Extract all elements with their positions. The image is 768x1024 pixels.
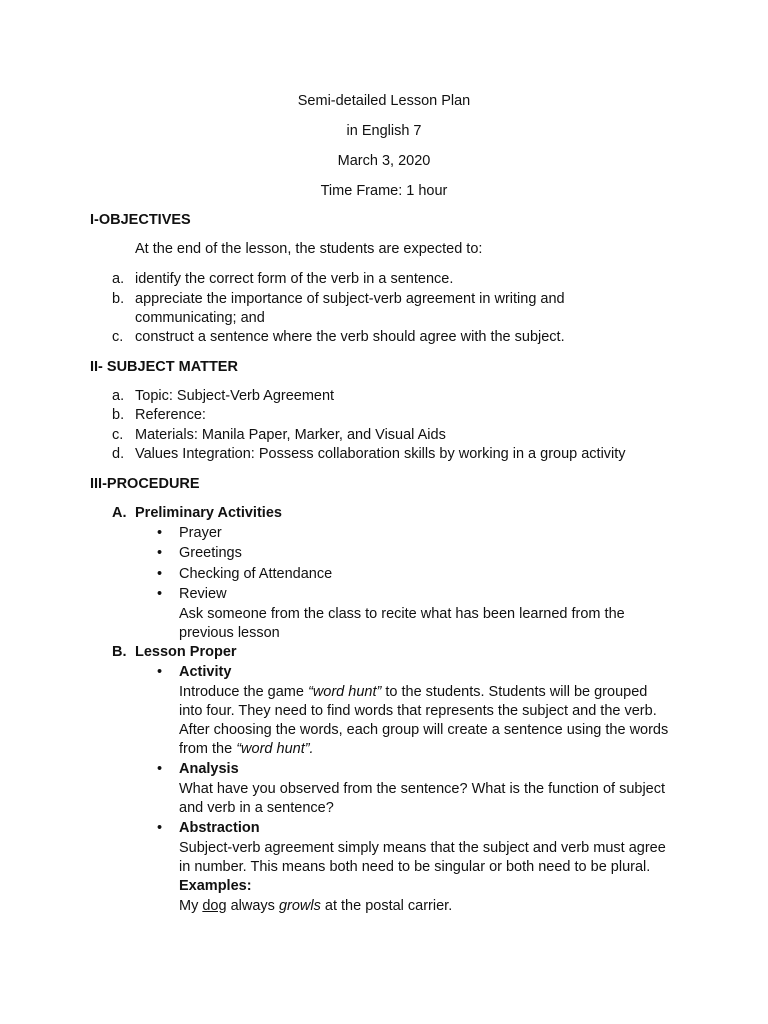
bullet: • [157, 761, 163, 777]
subject-matter-topic: Topic: Subject-Verb Agreement [135, 388, 335, 404]
subject-matter-marker: c. [112, 427, 124, 443]
objective-marker: c. [112, 329, 124, 345]
preliminary-item-greetings: Greetings [179, 545, 242, 561]
activity-text: After choosing the words, each group will create a sentence using the words [179, 722, 669, 738]
bullet: • [157, 525, 163, 541]
lesson-plan-title: Semi-detailed Lesson Plan [297, 93, 471, 109]
subject-matter-marker: d. [112, 446, 125, 462]
review-text: Ask someone from the class to recite what has been learned from the [179, 606, 625, 622]
preliminary-item-prayer: Prayer [179, 525, 222, 541]
objective-marker: a. [112, 271, 125, 287]
subject-matter-heading: II- SUBJECT MATTER [90, 359, 238, 375]
bullet: • [157, 566, 163, 582]
subject-matter-values: Values Integration: Possess collaboration skills by working in a group activity [135, 446, 626, 462]
lesson-proper-title: Lesson Proper [135, 644, 237, 660]
bullet: • [157, 586, 163, 602]
section-marker: A. [112, 505, 127, 521]
document-header [0, 92, 768, 212]
abstraction-text: Subject-verb agreement simply means that the subject and verb must agree [179, 840, 666, 856]
example-subject: dog [202, 898, 227, 914]
review-text: previous lesson [179, 625, 280, 641]
example-verb: growls [278, 898, 321, 914]
bullet: • [157, 545, 163, 561]
word-hunt-term: “word hunt” [307, 684, 382, 700]
word-hunt-term: “word hunt”. [236, 741, 314, 757]
activity-text: Introduce the game “word hunt” to the students. Students will be grouped [179, 684, 648, 700]
abstraction-text: in number. This means both need to be singular or both need to be plural. [179, 859, 651, 875]
example-sentence: My dog always growls at the postal carrier. [179, 898, 453, 914]
preliminary-item-attendance: Checking of Attendance [179, 566, 333, 582]
preliminary-item-review: Review [179, 586, 227, 602]
bullet: • [157, 820, 163, 836]
analysis-text: and verb in a sentence? [179, 800, 334, 816]
objective-item-continued: communicating; and [135, 310, 265, 326]
objectives-intro: At the end of the lesson, the students are expected to: [135, 241, 483, 257]
subject-matter-materials: Materials: Manila Paper, Marker, and Visual Aids [135, 427, 446, 443]
procedure-heading: III-PROCEDURE [90, 476, 200, 492]
analysis-text: What have you observed from the sentence? What is the function of subject [179, 781, 666, 797]
examples-label: Examples: [179, 878, 252, 894]
objective-item: construct a sentence where the verb should agree with the subject. [135, 329, 565, 345]
abstraction-title: Abstraction [179, 820, 260, 836]
date-line: March 3, 2020 [337, 153, 431, 169]
objective-item: appreciate the importance of subject-verb agreement in writing and [135, 291, 565, 307]
bullet: • [157, 664, 163, 680]
activity-text: from the “word hunt”. [179, 741, 314, 757]
objective-marker: b. [112, 291, 125, 307]
subject-line: in English 7 [346, 123, 422, 139]
analysis-title: Analysis [179, 761, 239, 777]
preliminary-activities-title: Preliminary Activities [135, 505, 282, 521]
objectives-heading: I-OBJECTIVES [90, 212, 191, 228]
activity-text: into four. They need to find words that represents the subject and the verb. [179, 703, 657, 719]
objective-item: identify the correct form of the verb in a sentence. [135, 271, 454, 287]
subject-matter-reference: Reference: [135, 407, 206, 423]
section-marker: B. [112, 644, 127, 660]
time-frame-line: Time Frame: 1 hour [320, 183, 448, 199]
subject-matter-marker: b. [112, 407, 125, 423]
activity-title: Activity [179, 664, 232, 680]
subject-matter-marker: a. [112, 388, 125, 404]
